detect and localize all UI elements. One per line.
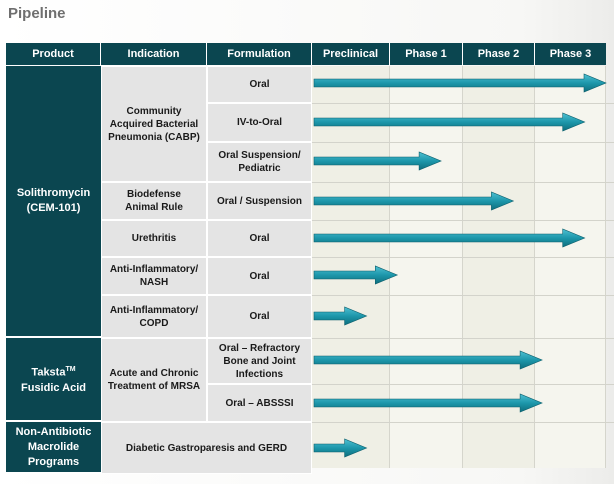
header-phase3: Phase 3 <box>535 43 606 65</box>
formulation-cabp-oral: Oral <box>207 66 312 103</box>
progress-arrow-row-0 <box>314 74 606 92</box>
header-phase2: Phase 2 <box>463 43 535 65</box>
product-non-antibiotic-macrolide: Non-Antibiotic Macrolide Programs <box>6 422 101 474</box>
header-phase1: Phase 1 <box>390 43 463 65</box>
indication-cabp: Community Acquired Bacterial Pneumonia (CABP) <box>101 66 207 182</box>
progress-arrow-row-4 <box>314 229 585 247</box>
progress-arrow-row-1 <box>314 113 585 131</box>
formulation-copd: Oral <box>207 295 312 338</box>
header-preclinical: Preclinical <box>312 43 390 65</box>
trademark-mark: TM <box>65 366 76 374</box>
product-solithromycin: Solithromycin (CEM-101) <box>6 66 101 338</box>
indication-nash: Anti-Inflammatory/ NASH <box>101 257 207 295</box>
page-title: Pipeline <box>8 5 66 22</box>
progress-arrow-row-7 <box>314 351 542 369</box>
formulation-cabp-iv-to-oral: IV-to-Oral <box>207 103 312 142</box>
indication-biodefense: Biodefense Animal Rule <box>101 182 207 220</box>
formulation-biodefense: Oral / Suspension <box>207 182 312 220</box>
progress-arrow-row-5 <box>314 266 397 284</box>
progress-arrow-row-3 <box>314 192 513 210</box>
indication-gastroparesis-gerd: Diabetic Gastroparesis and GERD <box>101 422 312 474</box>
formulation-mrsa-bone-joint: Oral – Refractory Bone and Joint Infections <box>207 338 312 384</box>
indication-urethritis: Urethritis <box>101 220 207 257</box>
header-product: Product <box>6 43 101 65</box>
indication-mrsa: Acute and Chronic Treatment of MRSA <box>101 338 207 422</box>
indication-copd: Anti-Inflammatory/ COPD <box>101 295 207 338</box>
header-indication: Indication <box>101 43 207 65</box>
progress-arrow-row-8 <box>314 394 542 412</box>
header-formulation: Formulation <box>207 43 312 65</box>
formulation-nash: Oral <box>207 257 312 295</box>
formulation-mrsa-absssi: Oral – ABSSSI <box>207 384 312 422</box>
progress-arrow-row-9 <box>314 439 367 457</box>
formulation-cabp-pediatric: Oral Suspension/ Pediatric <box>207 142 312 182</box>
progress-arrow-row-6 <box>314 307 367 325</box>
progress-arrow-row-2 <box>314 152 441 170</box>
formulation-urethritis: Oral <box>207 220 312 257</box>
product-taksta-label: Taksta™ Fusidic Acid <box>21 366 86 394</box>
